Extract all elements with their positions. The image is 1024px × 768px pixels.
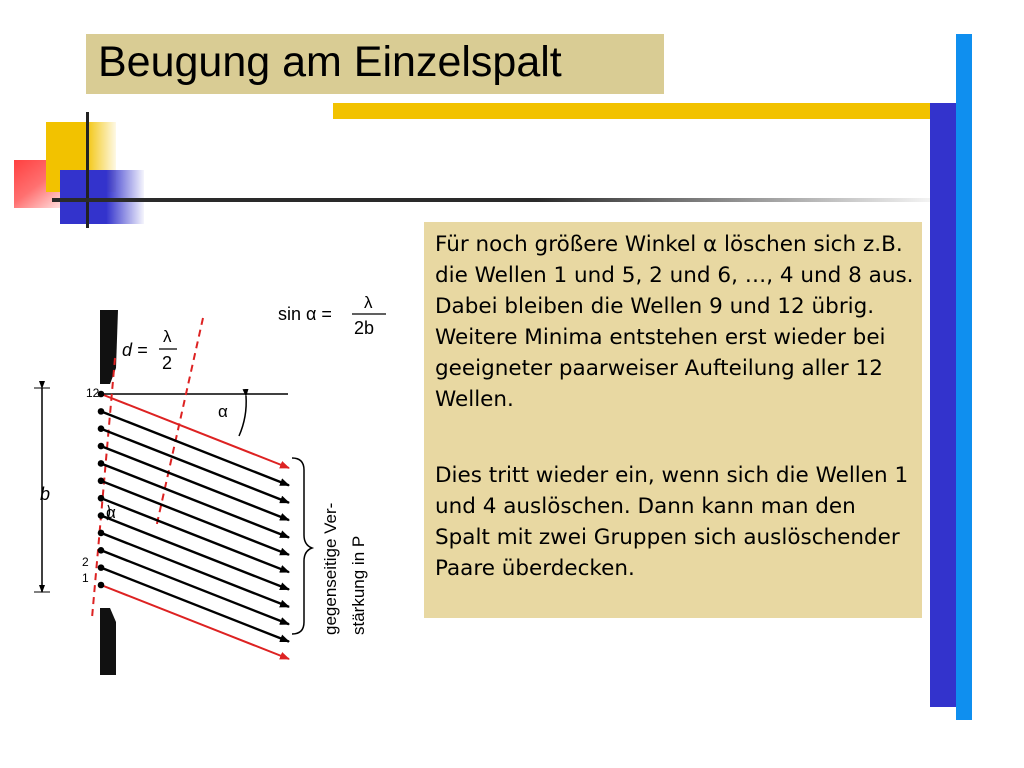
label-b: b (40, 484, 51, 504)
single-slit-diagram (20, 290, 400, 700)
vertical-text-1: gegenseitige Ver- (321, 502, 340, 635)
decor-blue-square (60, 170, 144, 224)
paragraph-2: Dies tritt wieder ein, wenn sich die Wellen 1 und 4 auslöschen. Dann kann man den Spalt mit zwei Gruppen sich auslöschender Paare überdecken. (435, 463, 909, 581)
decor-blue-dark-bar (930, 103, 956, 707)
d-lhs: d = (122, 340, 148, 360)
curly-brace (292, 458, 312, 634)
label-alpha-left: α (106, 503, 116, 522)
ray-source-2 (98, 564, 105, 571)
rays-group (98, 391, 289, 659)
decor-gold-bar (333, 103, 933, 119)
decor-vertical-line (86, 112, 89, 228)
slide-title: Beugung am Einzelspalt (98, 38, 562, 86)
label-12: 12 (86, 386, 100, 400)
ray-source-4 (98, 530, 105, 537)
formula-denominator: 2b (354, 318, 375, 338)
label-alpha-top: α (218, 402, 228, 421)
vertical-text-2: stärkung in P (349, 535, 368, 635)
alpha-arc (239, 396, 246, 436)
paragraph-1: Für noch größere Winkel α löschen sich z.B. die Wellen 1 und 5, 2 und 6, …, 4 und 8 aus. Dabei bleiben die Wellen 9 und 12 übrig. Weitere Minima entstehen erst wieder bei geeigneter paarweiser Aufteilung aller 12 Wellen. (435, 232, 914, 412)
ray-source-5 (98, 512, 105, 519)
d-numerator: λ (163, 327, 172, 346)
ray-source-10 (98, 425, 105, 432)
slit-wall-top (100, 310, 118, 384)
ray-source-3 (98, 547, 105, 554)
ray-source-6 (98, 495, 105, 502)
decor-blue-light-bar (956, 34, 972, 720)
ray-source-8 (98, 460, 105, 467)
ray-source-1 (98, 582, 105, 589)
label-2: 2 (82, 555, 89, 569)
formula-lhs: sin α = (278, 304, 332, 324)
label-1: 1 (82, 571, 89, 585)
formula-numerator: λ (364, 293, 373, 312)
ray-source-9 (98, 443, 105, 450)
decor-horizontal-line (52, 198, 932, 202)
slit-wall-bottom (100, 608, 116, 675)
ray-source-7 (98, 478, 105, 485)
ray-source-11 (98, 408, 105, 415)
d-denominator: 2 (162, 353, 173, 373)
